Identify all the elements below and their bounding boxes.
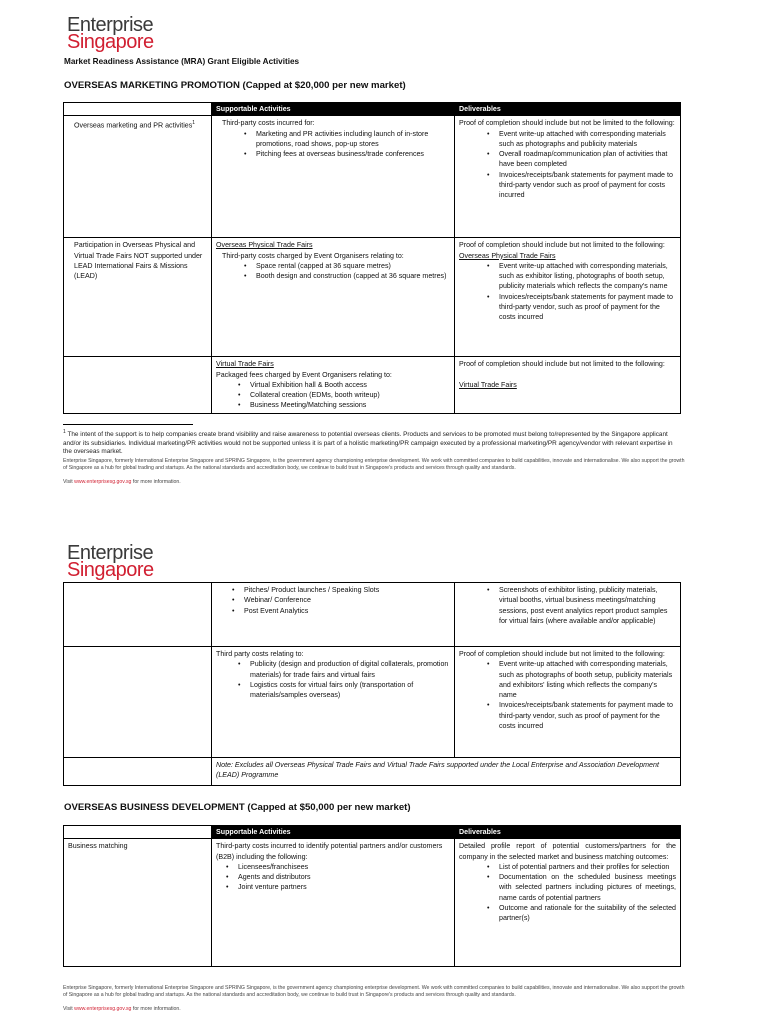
deliv-intro: Detailed profile report of potential customers/partners for the company in the selected market and business matching outcomes: — [459, 842, 676, 861]
footnote-marker: 1 — [192, 120, 196, 127]
corporate-footer: Enterprise Singapore, formerly International Enterprise Singapore and SPRING Singapore, is the government agency championing enterprise development. We work with committed companies to build capabilities, innovate and internationalise. We also support the growth of Singapore as a hub for global trading and startups. As the national standards and accreditation body, we continue to build trust in Singapore's products and services through quality and standards. — [63, 458, 685, 471]
list-item: • Pitching fees at overseas business/trade conferences — [244, 149, 450, 159]
footnote: $^1$ The intent of the support is to help companies create brand visibility and raise awareness to potential overseas clients. Products and services to be promoted must belong to/represented by the Singapore applicant and/or its subsidiaries. Individual marketing/PR activities would not be supported unless it is part of a holistic marketing/PR campaign executed by a professional marketing/PR agency/vendor with relevant expertise in the overseas market. — [63, 429, 673, 456]
support-intro: Third-party costs charged by Event Organisers relating to: — [222, 251, 404, 260]
logo-line2: Singapore — [67, 559, 154, 581]
table-row — [64, 839, 681, 967]
deliverables-cell — [455, 357, 681, 413]
header-deliverables: Deliverables — [455, 103, 681, 116]
list-item: • Invoices/receipts/bank statements for payment made to third-party vendor, such as proof of payment for the costs incurred — [487, 700, 676, 731]
table-row — [64, 758, 681, 786]
enterprise-singapore-logo — [67, 14, 154, 53]
corporate-footer-page2: Enterprise Singapore, formerly International Enterprise Singapore and SPRING Singapore, is the government agency championing enterprise development. We work with committed companies to build capabilities, innovate and internationalise. We also support the growth of Singapore as a hub for global trading and startups. As the national standards and accreditation body, we continue to build trust in Singapore's products and services through quality and standards. — [63, 985, 685, 998]
header-supportable: Supportable Activities — [212, 826, 455, 839]
deliverables-cell — [455, 647, 681, 758]
list-item: • Space rental (capped at 36 square metres) — [244, 261, 450, 271]
list-item: • Booth design and construction (capped at 36 square metres) — [244, 271, 450, 281]
support-intro: Third-party costs incurred for: — [222, 119, 315, 128]
section-heading-business-development: OVERSEAS BUSINESS DEVELOPMENT (Capped at $50,000 per new market) — [64, 802, 411, 813]
note-cell: Note: Excludes all Overseas Physical Trade Fairs and Virtual Trade Fairs supported under the Local Enterprise and Association Development (LEAD) Programme — [212, 758, 681, 786]
list-item: • Licensees/franchisees — [226, 862, 450, 872]
list-item: • Outcome and rationale for the suitability of the selected partner(s) — [487, 903, 676, 924]
list-item: • Logistics costs for virtual fairs only (transportation of materials/samples overseas) — [238, 680, 450, 701]
logo-line1: Enterprise — [67, 14, 154, 36]
deliv-subheading: Overseas Physical Trade Fairs — [459, 251, 556, 260]
list-item: • Joint venture partners — [226, 882, 450, 892]
list-item: • Event write-up attached with corresponding materials, such as photographs of booth setup, publicity materials and exhibitors' listing which reflects the company's name — [487, 659, 676, 700]
deliverables-cell — [455, 116, 681, 238]
deliverables-cell — [455, 839, 681, 967]
activity-cell — [64, 758, 212, 786]
list-item: • Documentation on the scheduled business meetings with selected partners including pictures of meetings, name cards of potential partners — [487, 872, 676, 903]
header-blank-cell — [64, 103, 212, 116]
header-supportable: Supportable Activities — [212, 103, 455, 116]
list-item: • Collateral creation (EDMs, booth writeup) — [238, 390, 450, 400]
deliv-intro: Proof of completion should include but not limited to the following: — [459, 650, 665, 658]
table-row — [64, 357, 681, 413]
footnote-text: The intent of the support is to help companies create brand visibility and raise awareness to potential overseas clients. Products and services to be promoted must belong to/represented by the Singapore applicant and/or its subsidiaries. Individual marketing/PR activities would not be supported unless it is part of a holistic marketing/PR campaign executed by a professional marketing/PR agency/vendor with relevant expertise in the overseas market. — [63, 431, 673, 456]
enterprise-singapore-logo-page2 — [67, 542, 154, 581]
list-item: • Invoices/receipts/bank statements for payment made to third-party vendor such as proof of payment for costs incurred — [487, 170, 676, 201]
document-title: Market Readiness Assistance (MRA) Grant Eligible Activities — [64, 57, 300, 66]
table-row — [64, 647, 681, 758]
supportable-cell — [212, 116, 455, 238]
list-item: • Business Meeting/Matching sessions — [238, 400, 450, 410]
activity-cell — [64, 647, 212, 758]
header-blank-cell — [64, 826, 212, 839]
activity-cell: Business matching — [64, 839, 212, 967]
header-deliverables: Deliverables — [455, 826, 681, 839]
support-intro: Third party costs relating to: — [216, 650, 304, 658]
table-row — [64, 583, 681, 647]
supportable-cell — [212, 647, 455, 758]
list-item: • Pitches/ Product launches / Speaking Slots — [232, 585, 450, 595]
table-header-row — [64, 103, 681, 116]
deliv-intro: Proof of completion should include but not be limited to the following: — [459, 119, 675, 128]
list-item: • Overall roadmap/communication plan of activities that have been completed — [487, 149, 676, 170]
deliv-intro: Proof of completion should include but not limited to the following: — [459, 360, 665, 369]
list-item: • Post Event Analytics — [232, 606, 450, 616]
list-item: • Event write-up attached with corresponding materials, such as exhibitor listing, photographs of booth setup, publicity materials which reflects the company's name — [487, 261, 676, 292]
marketing-promotion-table-continued — [63, 582, 681, 786]
visit-line-page2: Visit www.enterprisesg.gov.sg for more information. — [63, 1006, 181, 1012]
visit-line: Visit www.enterprisesg.gov.sg for more information. — [63, 479, 181, 485]
logo-line1: Enterprise — [67, 542, 154, 564]
supportable-cell — [212, 357, 455, 413]
logo-line2: Singapore — [67, 31, 154, 53]
footnote-divider — [63, 424, 193, 425]
deliverables-cell — [455, 238, 681, 357]
supportable-cell — [212, 583, 455, 647]
list-item: • Invoices/receipts/bank statements for payment made to third-party vendor, such as proof of payment for the costs incurred — [487, 292, 676, 323]
activity-cell — [64, 357, 212, 413]
supportable-cell — [212, 839, 455, 967]
supportable-cell — [212, 238, 455, 357]
list-item: • Publicity (design and production of digital collaterals, promotion materials) for trade fairs and virtual fairs — [238, 659, 450, 680]
table-header-row — [64, 826, 681, 839]
table-row — [64, 238, 681, 357]
table-row — [64, 116, 681, 238]
website-link[interactable]: www.enterprisesg.gov.sg — [74, 479, 132, 485]
support-subheading: Virtual Trade Fairs — [216, 360, 274, 369]
support-subheading: Overseas Physical Trade Fairs — [216, 241, 313, 250]
activity-cell: Overseas marketing and PR activities$^1$ — [64, 116, 212, 238]
website-link[interactable]: www.enterprisesg.gov.sg — [74, 1006, 132, 1012]
list-item: • Virtual Exhibition hall & Booth access — [238, 380, 450, 390]
marketing-promotion-table — [63, 102, 681, 414]
section-heading-marketing: OVERSEAS MARKETING PROMOTION (Capped at $20,000 per new market) — [64, 80, 406, 91]
business-development-table — [63, 825, 681, 967]
list-item: • List of potential partners and their profiles for selection — [487, 862, 676, 872]
activity-cell: Participation in Overseas Physical and Virtual Trade Fairs NOT supported under LEAD International Fairs & Missions (LEAD) — [64, 238, 212, 357]
list-item: • Event write-up attached with corresponding materials such as photographs and publicity materials — [487, 129, 676, 150]
list-item: • Screenshots of exhibitor listing, publicity materials, virtual booths, virtual business meetings/matching sessions, post event analytics report product samples for virtual fairs (where available and/or applicable) — [487, 585, 676, 626]
list-item: • Webinar/ Conference — [232, 595, 450, 605]
list-item: • Agents and distributors — [226, 872, 450, 882]
deliv-intro: Proof of completion should include but not limited to the following: — [459, 241, 665, 250]
deliverables-cell — [455, 583, 681, 647]
activity-cell — [64, 583, 212, 647]
support-intro: Packaged fees charged by Event Organisers relating to: — [216, 370, 392, 379]
support-intro: Third-party costs incurred to identify potential partners and/or customers (B2B) including the following: — [216, 842, 443, 861]
list-item: • Marketing and PR activities including launch of in-store promotions, road shows, pop-up stores — [244, 129, 450, 150]
deliv-subheading: Virtual Trade Fairs — [459, 380, 517, 389]
